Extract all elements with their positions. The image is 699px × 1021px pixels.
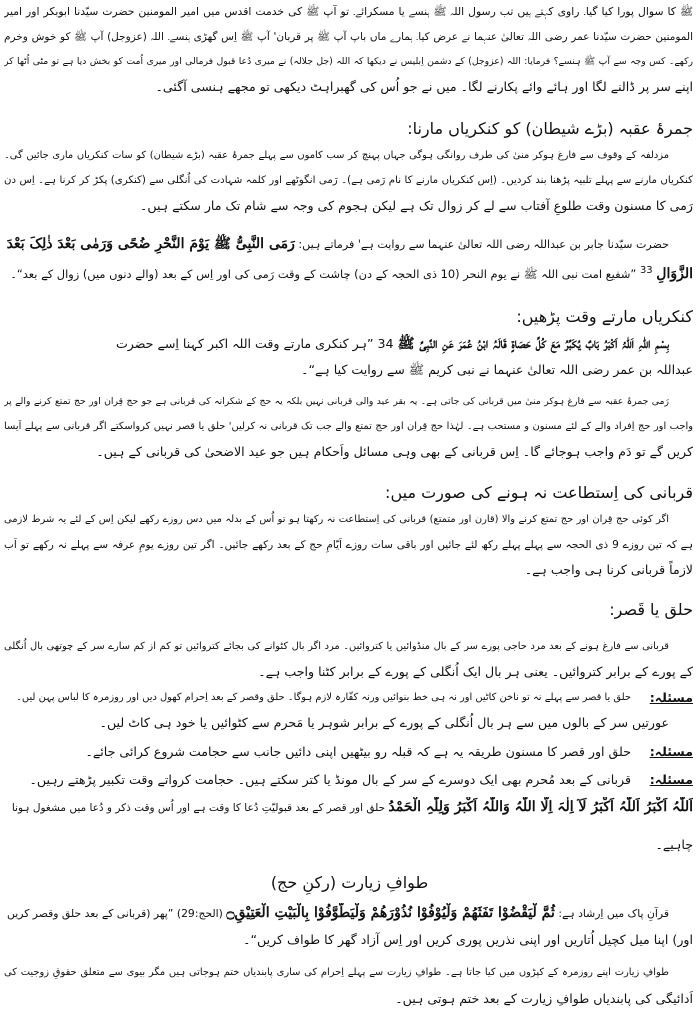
tawaf-line-1 (4, 903, 669, 927)
qurbani-line-2: واجب اور حج اِفراد والے کے لئے مسنون و مستحب ہے۔ لہٰذا حج قِران اور حج تمتع والے جب تک قربانی نہ کرلیں' حلق یا قصر نہیں کرواسکتے اگر قربانی سے پہلے اَیسا (4, 421, 693, 432)
masla-label: مسئلہ: (649, 690, 693, 705)
takbir-line-2: چاہیے۔ (655, 837, 693, 852)
istitaat-line-2: ہے کہ تین روزے 9 ذی الحجہ سے پہلے پہلے رکھ لئے جائیں اور باقی سات روزے اَیّامِ حج کے بعد رکھے جائیں۔ اگر تین روزے یومِ عرفہ سے پہلے نہ رکھے تو اَب (4, 539, 693, 551)
hadith-jabir-urdu: حضرت سیّدنا جابر بن عبداللہ رضی اللہ تعالیٰ عنہما سے روایت ہے' فرماتے ہیں: (298, 238, 669, 251)
section-heading-istitaat: قربانی کی اِستطاعت نہ ہونے کی صورت میں: (385, 483, 693, 502)
tawaf-urdu-start: قرآنِ پاک میں اِرشاد ہے: (558, 907, 669, 920)
masla-text-1: حلق یا قصر سے پہلے نہ تو ناخن کاٹیں اور نہ ہی خط بنوائیں ورنہ کفّارہ لازم ہوگا۔ حلق وقصر کے بعد اِحرام کھول دیں اور روزمرہ کا لباس پہن لیں۔ (16, 692, 631, 703)
recite-arabic: بِسْمِ اللّٰہِ اَللّٰہُ اَکْبَرُ بَابٌ یُکَبِّرُ مَعَ کُلِّ حَصَاۃٍ قَالَہُ ابْنُ عُمَرَ عَنِ النَّبِیِّ ﷺ (397, 336, 669, 352)
hadith-jabir-arabic: رَمَی النَّبِیُّ ﷺ یَوْمَ النَّحْرِ ضُحًی وَرَمٰی بَعْدَ ذٰلِکَ بَعْدَ (6, 236, 295, 252)
masla-row-2 (4, 742, 693, 764)
hadith-jabir-translation: ”شفیع امت نبی اللہ ﷺ نے یوم النحر (10 ذی الحجہ کے دن) چاشت کے وقت رَمی کی اور اِس کے بعد (والے دنوں میں) زوال کے بعد“۔ (10, 266, 637, 281)
intro-line-1: ﷺ کا سوال پورا کیا گیا۔ راوی کہتے ہیں تب رسول اللہ ﷺ ہنسے یا مسکرائے۔ تو آپ ﷺ کی خدمت اقدس میں امیر المومنین حضرت سیّدنا ابوبکر اور امیر (4, 5, 693, 18)
recite-urdu-1: ”ہر کنکری مارتے وقت اللہ اکبر کہنا اِسے حضرت (115, 336, 374, 351)
istitaat-line-1: اگر کوئی حج قِران اور حج تمتع کرنے والا (قارن اور متمتع) قربانی کی اِستطاعت نہ رکھتا ہو تو اُس کے بدلہ میں دس روزے رکھے لیکن اِس کے لئے یہ شرط لازمی (4, 514, 669, 525)
section-heading-tawaf: طوافِ زیارت (رکنِ حج) (270, 873, 429, 892)
intro-line-4: اپنے سر پر ڈالنے لگا اور ہائے وائے پکارنے لگا۔ میں نے جو اُس کی گھبراہٹ دیکھی تو مجھے ہنسی آگئی۔ (155, 79, 693, 94)
tawaf-line-2: اور) اپنا میل کچیل اُتاریں اور اپنی نذریں پوری کریں اور اِس آزاد گھر کا طواف کریں“۔ (243, 932, 693, 947)
hadith-jabir-arabic-end: الزَّوَالِ (656, 265, 693, 282)
jamrah-line-3: رَمی کا مسنون وقت طلوعِ آفتاب سے لے کر زوال تک ہے لیکن ہجوم کی وجہ سے شام تک مار سکتے ہیں۔ (139, 198, 693, 213)
hadith-jabir-line-2 (4, 261, 693, 283)
halq-line-2: کے پورے کے برابر کتروائیں۔ یعنی ہر بال ایک اُنگلی کے پورے کے برابر کٹنا واجب ہے۔ (258, 664, 693, 679)
section-heading-halq: حلق یا قَصر: (609, 600, 693, 619)
footnote-ref-34: 34 (377, 336, 394, 351)
masla-text-2: حلق اور قصر کا مسنون طریقہ یہ ہے کہ قبلہ رو بیٹھیں اپنی دائیں جانب سے حجامت شروع کرائی جائے۔ (85, 744, 631, 759)
jamrah-line-2: کنکریاں مارنے سے پہلے تلبیہ پڑھنا بند کردیں۔ (اِس کنکریاں مارنے کا نام رَمی ہے)۔ رَمی انگوٹھے اور کلمہ شہادت کی اُنگلی سے (کنکری) پکڑ کر کرنا ہے۔ اِس دن (4, 175, 693, 186)
qurbani-line-1: رَمی جمرۂ عقبہ سے فارغ ہوکر منیٰ میں قربانی کی جاتی ہے۔ یہ بقر عید والی قربانی نہیں بلکہ یہ حج کے شکرانہ کی قربانی ہے جو حج قِران اور حج تمتع کرنے والے پر (4, 396, 669, 407)
tawaf-urdu-1: ”پھر (قربانی کے بعد حلق وقصر کریں (7, 907, 174, 920)
footnote-ref-33: 33 (639, 265, 653, 276)
masla-row-3 (4, 770, 693, 792)
takbir-arabic: اَللّٰہُ اَکْبَرُ اَللّٰہُ اَکْبَرُ لَآ اِلٰہَ اِلَّا اللّٰہُ وَاللّٰہُ اَکْبَرُ وَلِلّٰہِ الْحَمْدُ (388, 799, 693, 815)
section-heading-jamrah: جمرۂ عقبہ (بڑے شیطان) کو کنکریاں مارنا: (407, 119, 693, 138)
masla-text-3: قربانی کے بعد مُحرم بھی ایک دوسرے کے سر کے بال مونڈ یا کتر سکتے ہیں۔ حجامت کرواتے وقت تکبیر پڑھتے رہیں۔ (29, 772, 631, 787)
recite-line-2: عبداللہ بن عمر رضی اللہ تعالیٰ عنہما نے نبی کریم ﷺ سے روایت کیا ہے“۔ (301, 362, 693, 377)
tawaf-ref: (الحج:29) (176, 907, 223, 920)
tawaf-p2-line-1: طوافِ زیارت اپنے روزمرہ کے کپڑوں میں کیا جاتا ہے۔ طوافِ زیارت سے پہلے اِحرام کی ساری پابندیاں ختم ہوجاتی ہیں مگر بیوی سے متعلق حقوقِ زوجیت کی (4, 967, 669, 978)
jamrah-line-1: مزدلفہ کے وقوف سے فارغ ہوکر منیٰ کی طرف روانگی ہوگی جہاں پہنچ کر سب کاموں سے پہلے جمرۂ عقبہ (بڑے شیطان) کو سات کنکریاں ماری جائیں گی۔ (4, 150, 669, 161)
takbir-line-1 (4, 797, 693, 821)
tawaf-p2-line-2: اَدائیگی کی پابندیاں طوافِ زیارت کے بعد ختم ہوتی ہیں۔ (395, 991, 693, 1006)
section-heading-recite: کنکریاں مارتے وقت پڑھیں: (516, 307, 693, 326)
istitaat-line-3: لازماً قربانی کرنا ہی واجب ہے۔ (524, 562, 693, 577)
masla-label: مسئلہ: (649, 772, 693, 787)
qurbani-line-3: کریں گے تو دَم واجب ہوجائے گا۔ اِس قربانی کے بھی وہی مسائل واَحکام ہیں جو عید الاضحیٰ کی قربانی کے ہیں۔ (96, 444, 693, 459)
takbir-urdu-1: حلق اور قصر کے بعد قبولیّتِ دُعا کا وقت ہے اور اُس وقت ذکر و دُعا میں مشغول ہونا (11, 802, 386, 814)
intro-line-3: رکھے۔ کس وجہ سے آپ ﷺ ہنسے؟ فرمایا: اللہ (عزوجل) کے دشمن اِبلیس نے دیکھا کہ اللہ (جل جلالہ) نے میری دُعا قبول فرمالی اور میری اُمت کو بخش دیا ہے تو مٹی اُٹھا کر (4, 56, 693, 67)
women-line: عورتیں سر کے بالوں میں سے ہر بال اُنگلی کے پورے کے برابر شوہر یا مَحرم سے کٹوائیں یا خود ہی کاٹ لیں۔ (99, 715, 669, 730)
tawaf-arabic: ثُمَّ لْیَقْضُوْا تَفَثَھُمْ وَلْیُوْفُوْا نُذُوْرَھُمْ وَلْیَطَّوَّفُوْا بِالْبَیْتِ الْعَتِیْقِ۝ (226, 905, 555, 921)
recite-line-1 (4, 334, 669, 358)
hadith-jabir-line-1 (4, 234, 669, 258)
halq-line-1: قربانی سے فارغ ہونے کے بعد مرد حاجی پورے سر کے بال منڈوائیں یا کتروائیں۔ مرد اگر بال کٹوانے کی بجائے کتروائیں تو کم از کم سارے سر کے چوتھی بال اُنگلی (4, 641, 669, 652)
masla-label: مسئلہ: (649, 744, 693, 759)
intro-line-2: المومنین حضرت سیّدنا عمر رضی اللہ تعالیٰ عنہما نے عرض کیا۔ ہمارے ماں باپ آپ ﷺ پر قربان' آپ ﷺ اِس گھڑی ہنسے۔ اللہ (عزوجل) آپ ﷺ کو خوش وخرم (4, 31, 693, 43)
masla-row-1 (4, 688, 693, 710)
